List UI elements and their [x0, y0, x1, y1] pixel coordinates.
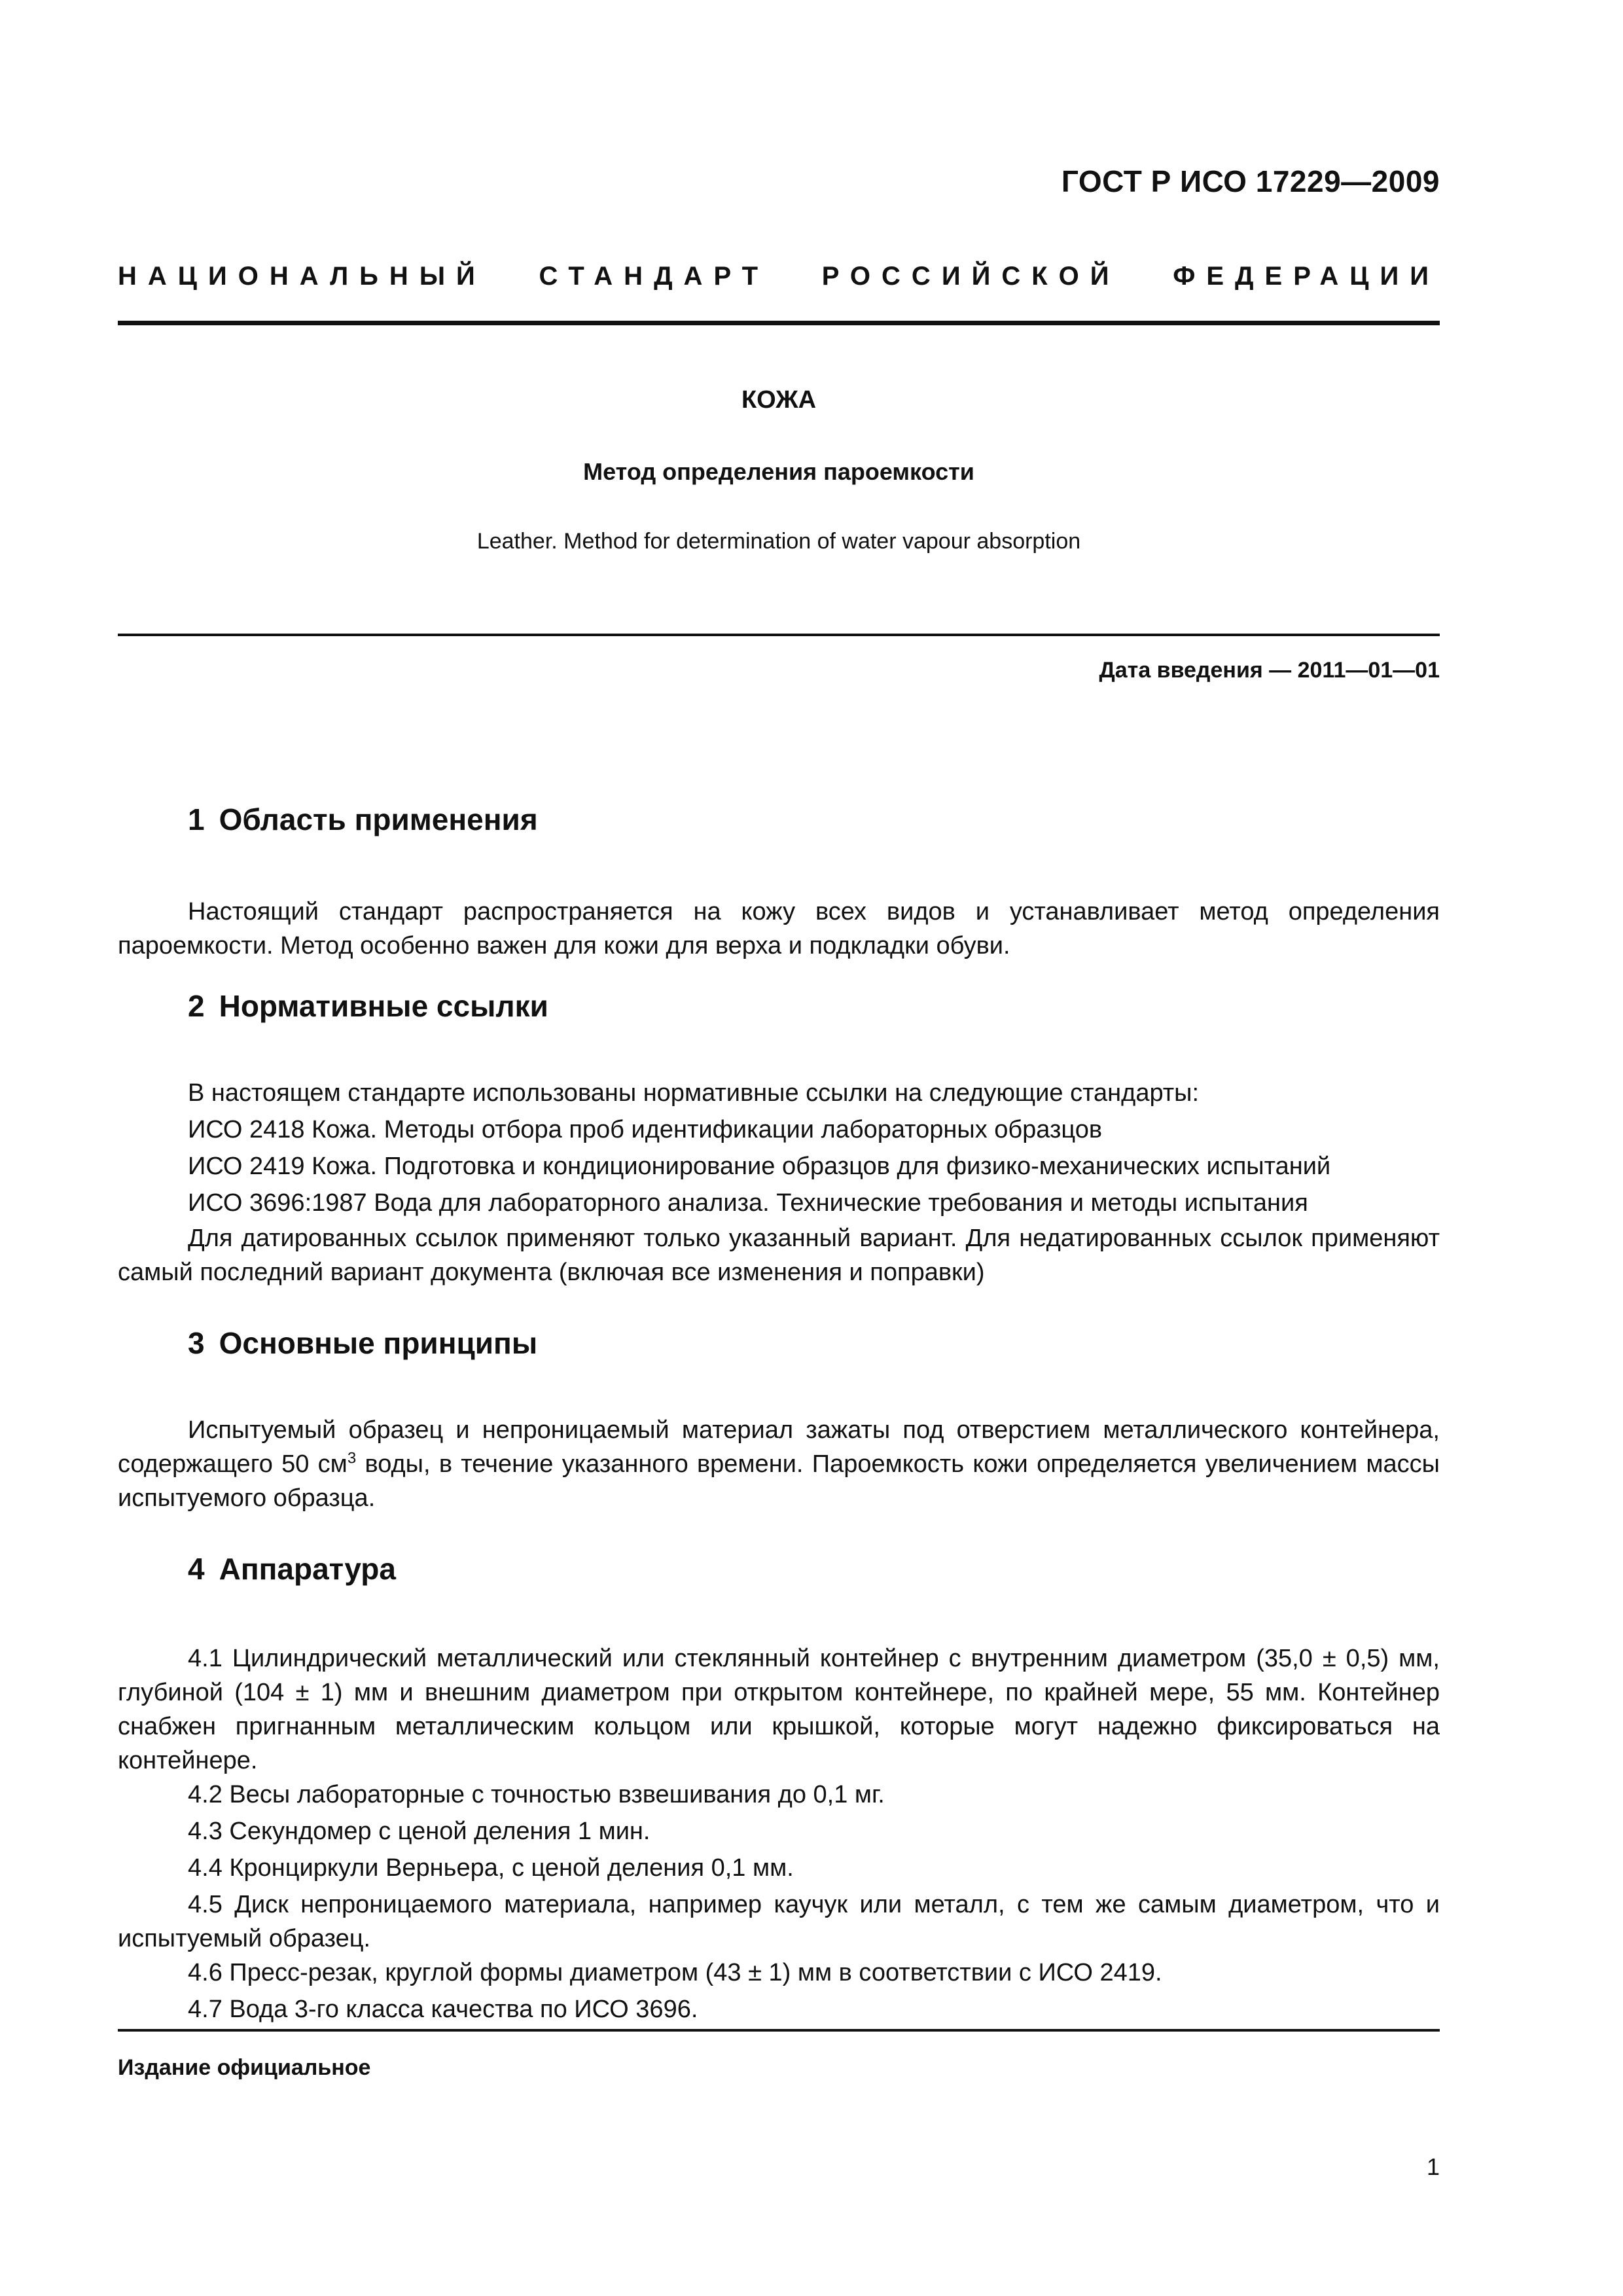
section-body: [118, 1641, 1440, 2026]
introduction-date: Дата введения — 2011—01—01: [1099, 658, 1440, 683]
banner-word: ФЕДЕРАЦИИ: [1173, 262, 1440, 291]
section-heading: [188, 1325, 1440, 1361]
document-subtitle: Метод определения пароемкости: [583, 458, 974, 485]
apparatus-item: 4.7 Вода 3-го класса качества по ИСО 3696.: [188, 1996, 698, 2023]
section-apparatus: [118, 1551, 1440, 2029]
apparatus-item: 4.5 Диск непроницаемого материала, например каучук или металл, с тем же самым диаметром, что и испытуемый образец.: [118, 1891, 1440, 1952]
section-heading: [188, 1551, 1440, 1587]
page-number: 1: [1426, 2153, 1440, 2180]
section-principles: [118, 1325, 1440, 1515]
document-number: ГОСТ Р ИСО 17229—2009: [1061, 164, 1440, 198]
section-number: 1: [188, 802, 205, 836]
section-normative-references: [118, 988, 1440, 1289]
section-body: [118, 1075, 1440, 1289]
section-title: Основные принципы: [219, 1326, 538, 1360]
section-paragraph: Для датированных ссылок применяют только указанный вариант. Для недатированных ссылок применяют самый последний вариант документа (включая все изменения и поправки): [118, 1225, 1440, 1286]
section-paragraph: Настоящий стандарт распространяется на кожу всех видов и устанавливает метод определения пароемкости. Метод особенно важен для кожи для верха и подкладки обуви.: [118, 898, 1440, 960]
section-title: Аппаратура: [219, 1552, 396, 1586]
apparatus-item: 4.4 Кронциркули Верньера, с ценой деления 0,1 мм.: [188, 1854, 794, 1882]
section-title: Нормативные ссылки: [219, 989, 548, 1023]
apparatus-item: 4.1 Цилиндрический металлический или стеклянный контейнер с внутренним диаметром (35,0 ± 0,5) мм, глубиной (104 ± 1) мм и внешним диаметром при открытом контейнере, по крайней мере, 55 мм. Контейнер снабжен пригнанным металлическим кольцом или крышкой, которые могут надежно фиксироваться на контейнере.: [118, 1645, 1440, 1774]
superscript: 3: [347, 1449, 357, 1467]
section-number: 3: [188, 1326, 205, 1360]
section-scope: [118, 802, 1440, 963]
section-number: 4: [188, 1552, 205, 1586]
reference-item: ИСО 2418 Кожа. Методы отбора проб идентификации лабораторных образцов: [188, 1116, 1103, 1143]
standard-banner: [118, 262, 1440, 291]
apparatus-item: 4.3 Секундомер с ценой деления 1 мин.: [188, 1818, 651, 1845]
paragraph-text: воды, в течение указанного времени. Пароемкость кожи определяется увеличением массы испытуемого образца.: [118, 1450, 1440, 1512]
section-number: 2: [188, 989, 205, 1023]
footer-divider: [118, 2029, 1440, 2032]
section-paragraph: [118, 1413, 1440, 1515]
apparatus-item: 4.2 Весы лабораторные с точностью взвешивания до 0,1 мг.: [188, 1781, 885, 1808]
section-heading: [188, 802, 1440, 837]
official-edition-note: Издание официальное: [118, 2055, 371, 2080]
reference-item: ИСО 3696:1987 Вода для лабораторного анализа. Технические требования и методы испытания: [188, 1189, 1308, 1217]
section-title: Область применения: [219, 802, 538, 836]
banner-word: НАЦИОНАЛЬНЫЙ: [118, 262, 486, 291]
header-divider: [118, 321, 1440, 325]
reference-item: ИСО 2419 Кожа. Подготовка и кондиционирование образцов для физико-механических испытаний: [188, 1153, 1331, 1180]
english-title: Leather. Method for determination of water vapour absorption: [476, 529, 1081, 554]
apparatus-item: 4.6 Пресс-резак, круглой формы диаметром (43 ± 1) мм в соответствии с ИСО 2419.: [188, 1959, 1162, 1986]
document-title: КОЖА: [741, 386, 817, 414]
section-heading: [188, 988, 1440, 1024]
paragraph-text: Испытуемый образец и непроницаемый материал зажаты под отверстием металлического контейнера, содержащего 50 см: [118, 1416, 1440, 1478]
banner-word: СТАНДАРТ: [539, 262, 770, 291]
title-divider: [118, 634, 1440, 636]
reference-intro: В настоящем стандарте использованы нормативные ссылки на следующие стандарты:: [188, 1079, 1200, 1107]
banner-word: РОССИЙСКОЙ: [821, 262, 1120, 291]
